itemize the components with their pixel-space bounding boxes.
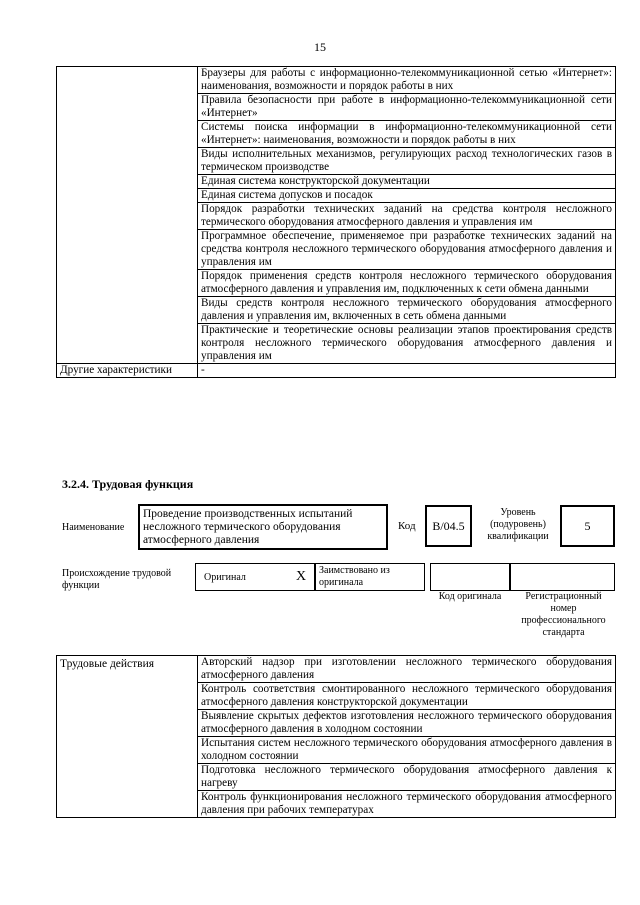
row-label-cell bbox=[57, 67, 198, 364]
action-item: Испытания систем несложного термического оборудования атмосферного давления в холодном состоянии bbox=[198, 737, 616, 764]
borrowed-box: Заимствовано из оригинала bbox=[315, 563, 425, 591]
knowledge-item: Системы поиска информации в информационно-телекоммуникационной сети «Интернет»: наименования, возможности и порядок работы в них bbox=[198, 121, 616, 148]
action-item: Выявление скрытых дефектов изготовления несложного термического оборудования атмосферного давления в холодном состоянии bbox=[198, 710, 616, 737]
knowledge-item: Браузеры для работы с информационно-телекоммуникационной сетью «Интернет»: наименования, возможности и порядок работы в них bbox=[198, 67, 616, 94]
table-row bbox=[57, 67, 616, 94]
action-item: Авторский надзор при изготовлении несложного термического оборудования атмосферного давления bbox=[198, 656, 616, 683]
reg-number-box bbox=[510, 563, 615, 591]
original-mark: X bbox=[296, 569, 307, 584]
table-row bbox=[57, 656, 616, 683]
other-characteristics-value: - bbox=[198, 364, 616, 378]
actions-table bbox=[56, 655, 616, 818]
name-label: Наименование bbox=[62, 522, 125, 533]
function-name-box: Проведение производственных испытаний несложного термического оборудования атмосферного давления bbox=[138, 504, 388, 550]
code-label: Код bbox=[398, 520, 416, 532]
knowledge-item: Виды исполнительных механизмов, регулирующих расход технологических газов в термическом производстве bbox=[198, 148, 616, 175]
knowledge-table bbox=[56, 66, 616, 378]
knowledge-item: Единая система конструкторской документации bbox=[198, 175, 616, 189]
origin-label: Происхождение трудовой функции bbox=[62, 568, 172, 591]
level-label: Уровень (подуровень) квалификации bbox=[487, 507, 549, 542]
code-original-box bbox=[430, 563, 510, 591]
action-item: Контроль функционирования несложного термического оборудования атмосферного давления при рабочих температурах bbox=[198, 791, 616, 818]
code-value-box: B/04.5 bbox=[425, 505, 472, 547]
original-label: Оригинал bbox=[204, 572, 246, 583]
reg-number-label: Регистрационный номер профессионального стандарта bbox=[521, 591, 606, 638]
action-item: Подготовка несложного термического оборудования атмосферного давления к нагреву bbox=[198, 764, 616, 791]
section-heading: 3.2.4. Трудовая функция bbox=[62, 477, 194, 491]
knowledge-item: Виды средств контроля несложного термического оборудования атмосферного давления и управления им, включенных в сеть обмена данными bbox=[198, 297, 616, 324]
knowledge-item: Практические и теоретические основы реализации этапов проектирования средств контроля несложного термического оборудования атмосферного давления и управления им bbox=[198, 324, 616, 364]
knowledge-item: Единая система допусков и посадок bbox=[198, 189, 616, 203]
level-value-box: 5 bbox=[560, 505, 615, 547]
knowledge-item: Порядок разработки технических заданий на средства контроля несложного термического оборудования атмосферного давления и управления им bbox=[198, 203, 616, 230]
knowledge-item: Программное обеспечение, применяемое при разработке технических заданий на средства контроля несложного термического оборудования атмосферного давления и управления им bbox=[198, 230, 616, 270]
knowledge-item: Правила безопасности при работе в информационно-телекоммуникационной сети «Интернет» bbox=[198, 94, 616, 121]
action-item: Контроль соответствия смонтированного несложного термического оборудования атмосферного давления конструкторской документации bbox=[198, 683, 616, 710]
original-box bbox=[195, 563, 315, 591]
knowledge-item: Порядок применения средств контроля несложного термического оборудования атмосферного давления и управления им, подключенных к сети обмена данными bbox=[198, 270, 616, 297]
table-row bbox=[57, 364, 616, 378]
code-original-label: Код оригинала bbox=[438, 591, 502, 602]
labor-actions-label: Трудовые действия bbox=[57, 656, 198, 818]
page-number: 15 bbox=[314, 40, 326, 54]
other-characteristics-label: Другие характеристики bbox=[57, 364, 198, 378]
